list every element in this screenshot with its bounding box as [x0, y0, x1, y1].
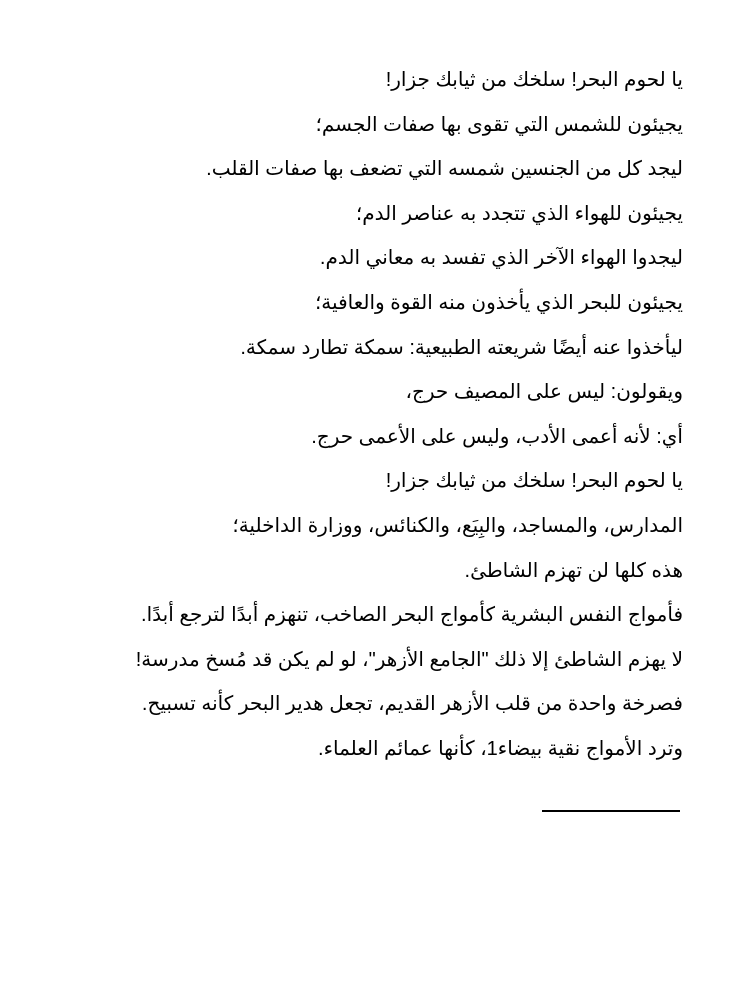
footnote-separator — [542, 810, 680, 812]
text-line: يا لحوم البحر! سلخك من ثيابك جزار! — [385, 69, 683, 91]
text-line: المدارس، والمساجد، والبِيَع، والكنائس، ووزارة الداخلية؛ — [232, 514, 683, 537]
text-line: فصرخة واحدة من قلب الأزهر القديم، تجعل هدير البحر كأنه تسبيح. — [141, 693, 683, 716]
text-line: لا يهزم الشاطئ إلا ذلك "الجامع الأزهر"، لو لم يكن قد مُسخ مدرسة! — [135, 648, 683, 671]
text-line: يجيئون للبحر الذي يأخذون منه القوة والعافية؛ — [314, 291, 683, 314]
text-line: ليأخذوا عنه أيضًا شريعته الطبيعية: سمكة تطارد سمكة. — [240, 336, 683, 359]
text-line: ليجد كل من الجنسين شمسه التي تضعف بها صفات القلب. — [206, 158, 683, 181]
text-line: هذه كلها لن تهزم الشاطئ. — [464, 559, 683, 582]
text-line: ليجدوا الهواء الآخر الذي تفسد به معاني الدم. — [319, 247, 683, 270]
poem-text — [43, 58, 683, 772]
text-line: يا لحوم البحر! سلخك من ثيابك جزار! — [385, 470, 683, 493]
text-line: يجيئون للشمس التي تقوى بها صفات الجسم؛ — [315, 113, 683, 136]
text-line: فأمواج النفس البشرية كأمواج البحر الصاخب، تنهزم أبدًا لترجع أبدًا. — [141, 604, 683, 627]
text-line: ويقولون: ليس على المصيف حرج، — [405, 381, 683, 404]
text-line: يجيئون للهواء الذي تتجدد به عناصر الدم؛ — [355, 202, 683, 225]
text-line: وترد الأمواج نقية بيضاء1، كأنها عمائم العلماء. — [318, 737, 683, 760]
text-line: أي: لأنه أعمى الأدب، وليس على الأعمى حرج. — [311, 425, 683, 448]
